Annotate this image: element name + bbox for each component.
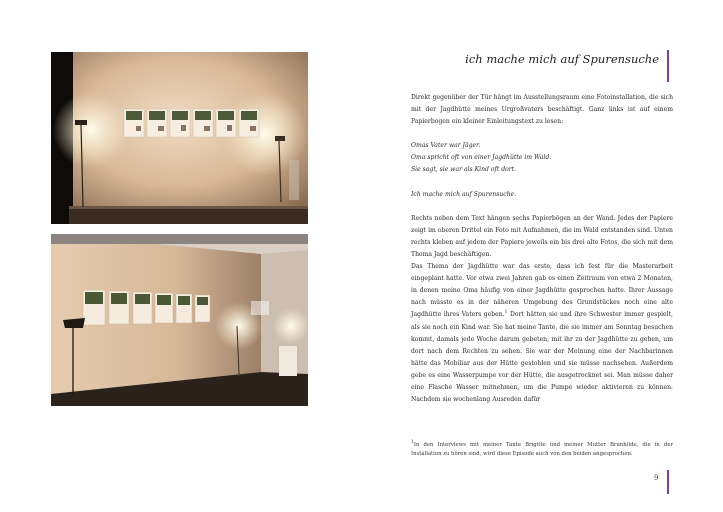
quote-line-4: Ich mache mich auf Spurensuche. <box>411 190 517 198</box>
footer-accent-bar <box>667 470 669 494</box>
paragraph-papers: Rechts neben dem Text hängen sechs Papierbögen an der Wand. Jedes der Papiere zeigt im oberen Drittel ein Foto mit Aufnahmen, die im Wald entstanden sind. Unten rechts kleben auf jedem der Papiere jeweils ein bis drei alte Fotos, die sich mit dem Thema Jagd beschäftigen. <box>411 214 673 258</box>
body-text <box>411 92 673 406</box>
footnote-text: In den Interviews mit meiner Tante Brigitte und meiner Mutter Brunhilde, die in der Installation zu hören sind, wird diese Episode auch von den beiden angesprochen. <box>411 442 673 457</box>
quote-line-2: Oma spricht oft von einer Jagdhütte im Wald. <box>411 154 552 162</box>
page-number: 9 <box>654 474 659 482</box>
quote-line-1: Omas Vater war Jäger. <box>411 142 481 150</box>
exhibition-photo-front <box>51 52 308 224</box>
footnote-reference: 1 <box>504 310 508 316</box>
exhibition-photo-angle <box>51 234 308 406</box>
running-header-title: ich mache mich auf Spurensuche <box>465 52 659 66</box>
footnote <box>411 441 673 459</box>
paragraph-intro: Direkt gegenüber der Tür hängt im Ausstellungsraum eine Fotoinstallation, die sich mit der Jagdhütte meines Urgroßvaters beschäftigt. Ganz links ist auf einem Papierbogen ein kleiner Einleitungstext zu lesen: <box>411 94 673 126</box>
paragraph-hut-part1: Das Thema der Jagdhütte war das erste, dass ich fest für die Masterarbeit eingeplant hatte. Vor etwa zwei Jahren gab es einen Zeitraum von etwa 2 Monaten, in denen meine Oma häufig von einer Jagdhütte gesprochen hatte. Ihrer Aussage nach müsste es in der näheren Umgebung des Grundstückes noch eine alte Jagdhütte ihres Vaters geben. <box>411 263 673 319</box>
paragraph-hut <box>411 261 673 406</box>
quote-line-3: Sie sagt, sie war als Kind oft dort. <box>411 166 517 174</box>
footnote-marker: 1 <box>411 440 414 446</box>
header-accent-bar <box>667 50 669 82</box>
paragraph-hut-part2: Dort hätten sie und ihre Schwester immer gespielt, als sie noch ein Kind war. Sie hat meine Tante, die sie immer am Sonntag besuchen kommt, damals jede Woche darum gebeten, mit ihr zu der Jagdhütte zu gehen, um dort nach dem Rechten zu sehen. Sie war der Meinung eine der Nachbarinnen hätte das Mobiliar aus der Hütte gestohlen und sie müsse nachsehen. Außerdem gebe es eine Wasserpumpe vor der Hütte, die ausgetrocknet sei. Man müsse daher eine Flasche Wasser mitnehmen, um die Pumpe wieder aktivieren zu können. Nachdem sie wochenlang Ausreden dafür <box>411 311 673 404</box>
